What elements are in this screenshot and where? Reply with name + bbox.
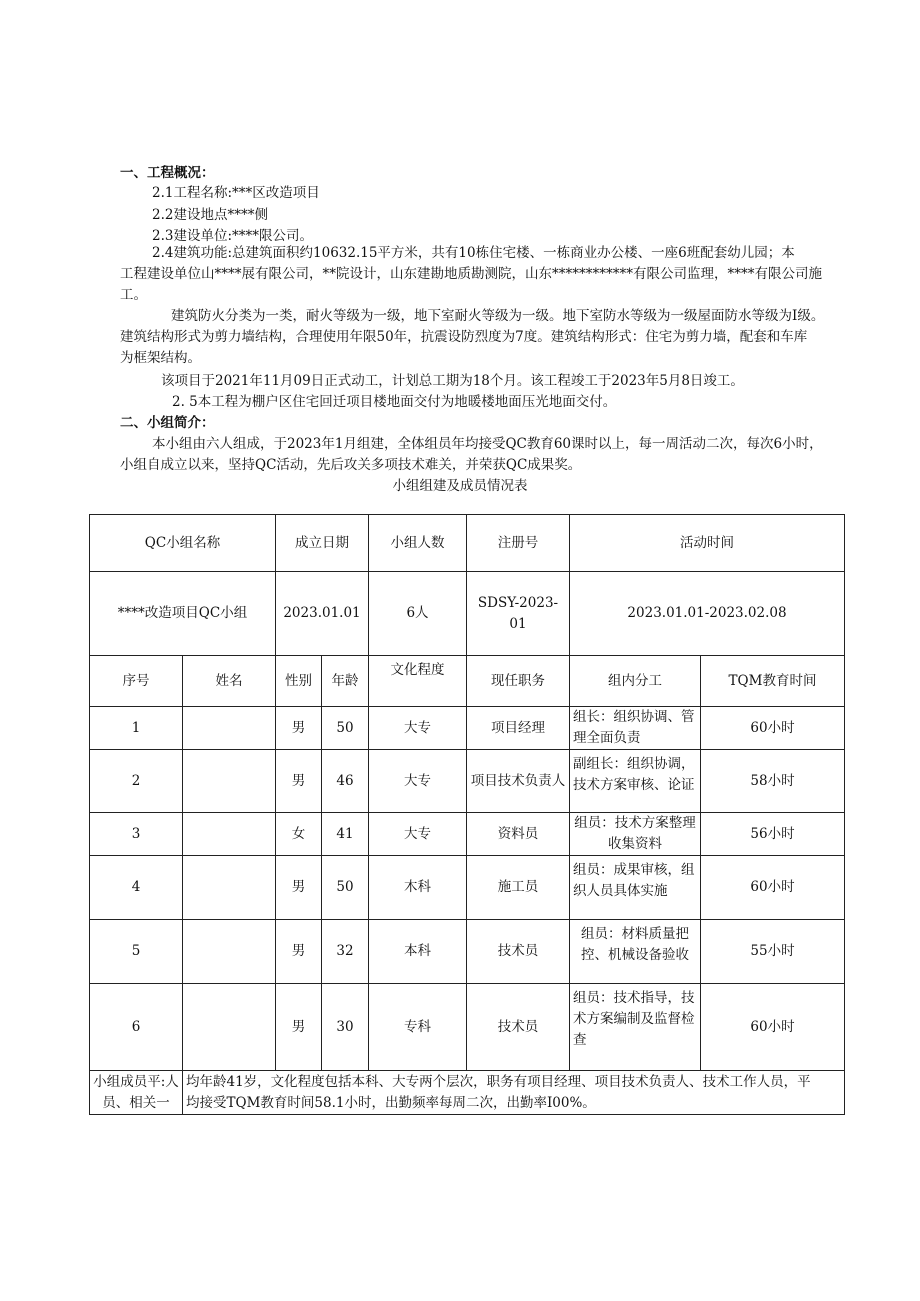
member-name <box>183 750 276 813</box>
member-education: 大专 <box>369 813 467 856</box>
info-value-date: 2023.01.01 <box>276 572 369 656</box>
member-position: 技术员 <box>467 984 570 1071</box>
member-tqm: 58小时 <box>701 750 845 813</box>
member-age: 30 <box>322 984 369 1071</box>
table-caption: 小组组建及成员情况表 <box>392 478 528 494</box>
member-gender: 男 <box>276 920 322 984</box>
member-age: 41 <box>322 813 369 856</box>
member-age: 50 <box>322 856 369 920</box>
member-position: 施工员 <box>467 856 570 920</box>
member-name <box>183 984 276 1071</box>
fire-class-line1: 建筑防火分类为一类，耐火等级为一级，地下室耐火等级为一级。地下室防水等级为一级屋面防水等级为I级。 <box>171 308 825 324</box>
member-tqm: 55小时 <box>701 920 845 984</box>
member-education: 木科 <box>369 856 467 920</box>
member-role: 组员：成果审核，组 织人员具体实施 <box>570 856 701 920</box>
info-value-name: ****改造项目QC小组 <box>90 572 276 656</box>
member-gender: 男 <box>276 750 322 813</box>
member-position: 项目技术负责人 <box>467 750 570 813</box>
member-header-no: 序号 <box>90 656 183 707</box>
member-age: 32 <box>322 920 369 984</box>
team-intro-line2: 小组自成立以来，坚持QC活动，先后攻关多项技术难关，并荣获QC成果奖。 <box>120 457 582 473</box>
member-gender: 男 <box>276 856 322 920</box>
info-value-reg: SDSY-2023-01 <box>467 572 570 656</box>
table-row <box>90 707 845 750</box>
member-tqm: 60小时 <box>701 856 845 920</box>
info-header-count: 小组人数 <box>369 515 467 572</box>
project-name: 2.1工程名称:***区改造项目 <box>152 185 320 201</box>
member-header-role: 组内分工 <box>570 656 701 707</box>
member-tqm: 60小时 <box>701 707 845 750</box>
table-row <box>90 920 845 984</box>
info-value-count: 6人 <box>369 572 467 656</box>
member-header-education: 文化程度 <box>369 656 467 707</box>
member-education: 大专 <box>369 707 467 750</box>
member-header-gender: 性别 <box>276 656 322 707</box>
fire-class-line3: 为框架结构。 <box>120 350 201 366</box>
info-value-activity: 2023.01.01-2023.02.08 <box>570 572 845 656</box>
member-header-tqm: TQM教育时间 <box>701 656 845 707</box>
member-no: 1 <box>90 707 183 750</box>
member-name <box>183 707 276 750</box>
section1-heading: 一、工程概况： <box>120 165 215 181</box>
member-education: 专科 <box>369 984 467 1071</box>
member-header-age: 年龄 <box>322 656 369 707</box>
info-header-date: 成立日期 <box>276 515 369 572</box>
member-name <box>183 856 276 920</box>
member-tqm: 60小时 <box>701 984 845 1071</box>
member-role: 组员：技术方案整理 收集资料 <box>570 813 701 856</box>
member-position: 项目经理 <box>467 707 570 750</box>
section2-heading: 二、小组简介： <box>120 415 215 431</box>
project-location: 2.2建设地点****侧 <box>152 207 268 223</box>
member-no: 3 <box>90 813 183 856</box>
member-no: 6 <box>90 984 183 1071</box>
member-role: 组员：材料质量把 控、机械设备验收 <box>570 920 701 984</box>
member-header-row <box>90 656 845 707</box>
info-header-activity: 活动时间 <box>570 515 845 572</box>
team-intro-line1: 本小组由六人组成，于2023年1月组建，全体组员年均接受QC教育60课时以上，每一周活动二次，每次6小时， <box>152 436 823 452</box>
member-age: 50 <box>322 707 369 750</box>
member-no: 4 <box>90 856 183 920</box>
member-role: 组员：技术指导，技 术方案编制及监督检 查 <box>570 984 701 1071</box>
info-value-row <box>90 572 845 656</box>
info-header-name: QC小组名称 <box>90 515 276 572</box>
project-owner: 2.3建设单位:****限公司。 <box>152 228 314 244</box>
member-name <box>183 920 276 984</box>
member-education: 本科 <box>369 920 467 984</box>
member-no: 5 <box>90 920 183 984</box>
member-tqm: 56小时 <box>701 813 845 856</box>
schedule-text: 该项目于2021年11月09日正式动工，计划总工期为18个月。该工程竣工于2023年5月8日竣工。 <box>161 373 744 389</box>
building-function-line1: 2.4建筑功能:总建筑面积约10632.15平方米，共有10栋住宅楼、一栋商业办公楼、一座6班配套幼儿园；本 <box>152 245 795 261</box>
member-gender: 女 <box>276 813 322 856</box>
member-role: 组长：组织协调、管 理全面负责 <box>570 707 701 750</box>
member-gender: 男 <box>276 707 322 750</box>
member-no: 2 <box>90 750 183 813</box>
member-education: 大专 <box>369 750 467 813</box>
delivery-text: 2. 5本工程为棚户区住宅回迁项目楼地面交付为地暖楼地面压光地面交付。 <box>172 394 617 410</box>
footer-summary: 均年龄41岁，文化程度包括本科、大专两个层次，职务有项目经理、项目技术负责人、技术工作人员，平 均接受TQM教育时间58.1小时，出勤频率每周二次，出勤率I00%。 <box>183 1071 845 1115</box>
table-row <box>90 856 845 920</box>
member-header-position: 现任职务 <box>467 656 570 707</box>
member-age: 46 <box>322 750 369 813</box>
member-role: 副组长：组织协调， 技术方案审核、论证 <box>570 750 701 813</box>
building-function-line3: 工。 <box>120 287 147 303</box>
info-header-row <box>90 515 845 572</box>
table-row <box>90 813 845 856</box>
member-name <box>183 813 276 856</box>
footer-label: 小组成员平:人 员、相关一 <box>90 1071 183 1115</box>
team-table <box>89 514 845 1115</box>
footer-row <box>90 1071 845 1115</box>
building-function-line2: 工程建设单位山****展有限公司，**院设计，山东建勘地质勘测院，山东************有限公司监理，****有限公司施 <box>120 266 822 282</box>
member-header-name: 姓名 <box>183 656 276 707</box>
table-row <box>90 984 845 1071</box>
info-header-reg: 注册号 <box>467 515 570 572</box>
member-position: 技术员 <box>467 920 570 984</box>
member-position: 资料员 <box>467 813 570 856</box>
table-row <box>90 750 845 813</box>
fire-class-line2: 建筑结构形式为剪力墙结构，合理使用年限50年，抗震设防烈度为7度。建筑结构形式：住宅为剪力墙，配套和车库 <box>120 329 808 345</box>
member-gender: 男 <box>276 984 322 1071</box>
